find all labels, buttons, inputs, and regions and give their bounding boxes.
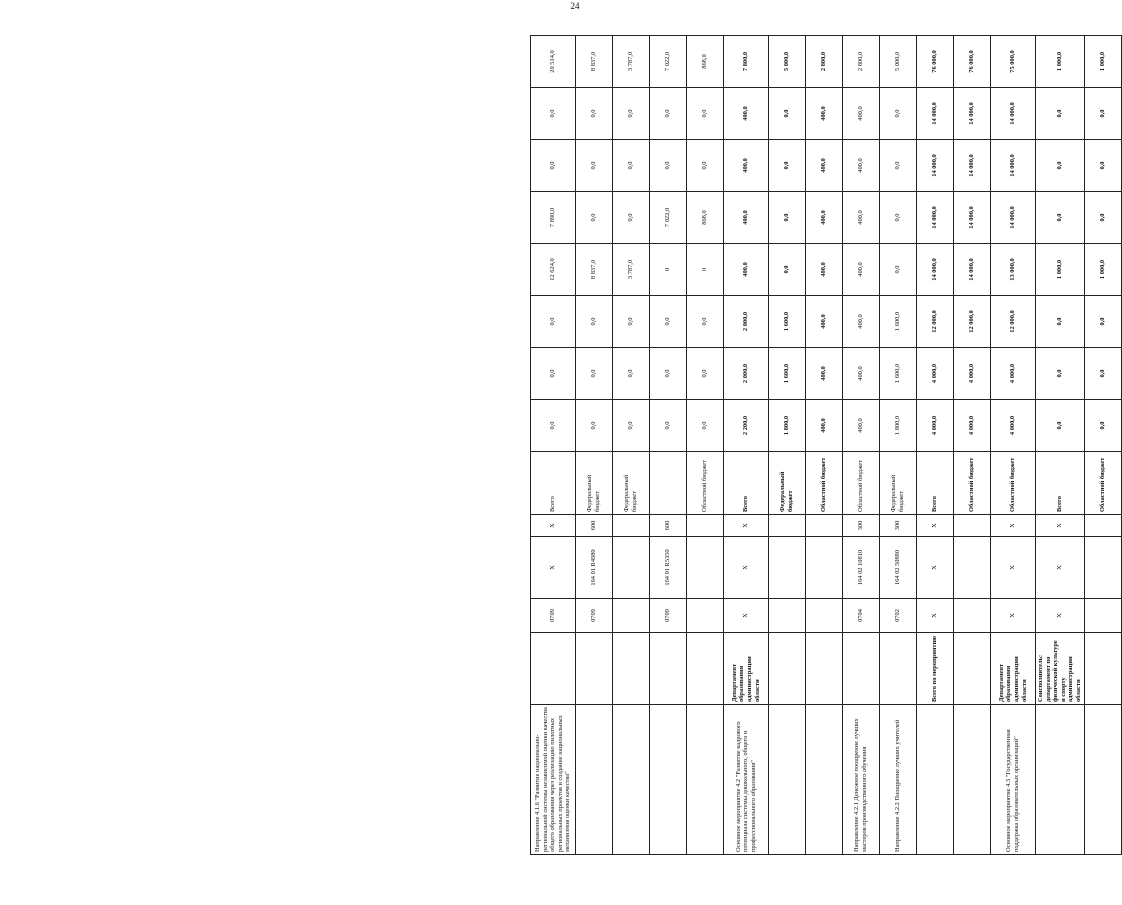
year-value-cell: 0,0: [650, 140, 687, 192]
year-value-cell: 0,0: [613, 400, 650, 452]
year-value-cell: 4 000,0: [917, 348, 954, 400]
year-value-cell: 1 000,0: [1084, 244, 1121, 296]
source-cell: [650, 452, 687, 515]
year-value-cell: 0,0: [1036, 348, 1085, 400]
responsible-cell: [880, 633, 917, 705]
table-row: [613, 36, 650, 855]
csr-cell: 164 02 10810: [843, 537, 880, 599]
year-value-cell: 0,0: [687, 140, 724, 192]
row-name-cell: Направление 4.2.1 Денежное поощрение лучших мастеров производственного обучения: [843, 705, 880, 855]
source-cell: Областной бюджет: [687, 452, 724, 515]
year-value-cell: 14 000,0: [954, 88, 991, 140]
responsible-cell: Департамент образования администрации области: [991, 633, 1036, 705]
vr-cell: 600: [650, 515, 687, 537]
responsible-cell: [843, 633, 880, 705]
vr-cell: [954, 515, 991, 537]
year-value-cell: 0,0: [687, 88, 724, 140]
year-value-cell: 0,0: [531, 348, 576, 400]
page-number: 24: [570, 1, 580, 11]
year-value-cell: 0,0: [531, 400, 576, 452]
table-row: [917, 36, 954, 855]
year-value-cell: 0,0: [880, 88, 917, 140]
row-name-cell: Направление 4.2.2 Поощрение лучших учителей: [880, 705, 917, 855]
year-value-cell: 12 624,0: [531, 244, 576, 296]
total-value-cell: 8 837,0: [576, 36, 613, 88]
row-name-cell: [769, 705, 806, 855]
year-value-cell: 0,0: [687, 348, 724, 400]
year-value-cell: 400,0: [806, 88, 843, 140]
csr-cell: [806, 537, 843, 599]
source-cell: Областной бюджет: [1084, 452, 1121, 515]
grbs-cell: 0709: [650, 599, 687, 633]
source-cell: Областной бюджет: [991, 452, 1036, 515]
row-name-cell: [917, 705, 954, 855]
grbs-cell: [806, 599, 843, 633]
year-value-cell: 0,0: [576, 192, 613, 244]
year-value-cell: 400,0: [724, 140, 769, 192]
year-value-cell: 14 000,0: [954, 244, 991, 296]
responsible-cell: [954, 633, 991, 705]
row-name-cell: [576, 705, 613, 855]
year-value-cell: 3 787,0: [613, 244, 650, 296]
year-value-cell: 1 600,0: [769, 348, 806, 400]
csr-cell: [769, 537, 806, 599]
responsible-cell: Соисполнитель: департамент по физической культуре и спорту администрации области: [1036, 633, 1085, 705]
vr-cell: 300: [880, 515, 917, 537]
csr-cell: [1084, 537, 1121, 599]
source-cell: Федеральный бюджет: [880, 452, 917, 515]
year-value-cell: 0,0: [576, 296, 613, 348]
year-value-cell: 400,0: [724, 244, 769, 296]
year-value-cell: 400,0: [724, 192, 769, 244]
year-value-cell: 14 000,0: [991, 88, 1036, 140]
total-value-cell: 76 000,0: [954, 36, 991, 88]
total-value-cell: 2 800,0: [806, 36, 843, 88]
year-value-cell: 400,0: [806, 348, 843, 400]
grbs-cell: 0704: [843, 599, 880, 633]
year-value-cell: 12 000,0: [954, 296, 991, 348]
table-row: [724, 36, 769, 855]
table-row: [650, 36, 687, 855]
year-value-cell: 13 000,0: [991, 244, 1036, 296]
row-name-cell: [687, 705, 724, 855]
row-name-cell: Направление 4.1.6 "Развитие национально-региональной системы независимой оценки качества общего образования через реализацию пилотных региональных проектов и создание национальных механизмов оценки качества": [531, 705, 576, 855]
year-value-cell: 12 000,0: [991, 296, 1036, 348]
year-value-cell: 1 600,0: [880, 348, 917, 400]
table-row: [576, 36, 613, 855]
total-value-cell: 3 787,0: [613, 36, 650, 88]
csr-cell: X: [531, 537, 576, 599]
table-row: [1084, 36, 1121, 855]
total-value-cell: 5 000,0: [769, 36, 806, 88]
grbs-cell: X: [991, 599, 1036, 633]
year-value-cell: 0,0: [650, 88, 687, 140]
year-value-cell: 14 000,0: [954, 140, 991, 192]
year-value-cell: 400,0: [843, 296, 880, 348]
csr-cell: 164 01 R4980: [576, 537, 613, 599]
year-value-cell: 1 800,0: [769, 400, 806, 452]
responsible-cell: [687, 633, 724, 705]
year-value-cell: 0,0: [531, 296, 576, 348]
source-cell: Областной бюджет: [806, 452, 843, 515]
vr-cell: X: [724, 515, 769, 537]
year-value-cell: 1 600,0: [769, 296, 806, 348]
year-value-cell: 0,0: [687, 296, 724, 348]
year-value-cell: 0,0: [613, 296, 650, 348]
source-cell: Федеральный бюджет: [613, 452, 650, 515]
vr-cell: [1084, 515, 1121, 537]
csr-cell: [613, 537, 650, 599]
year-value-cell: 0,0: [769, 140, 806, 192]
table-row: [806, 36, 843, 855]
year-value-cell: 0,0: [650, 400, 687, 452]
year-value-cell: 4 000,0: [991, 400, 1036, 452]
grbs-cell: [769, 599, 806, 633]
year-value-cell: 400,0: [843, 400, 880, 452]
csr-cell: 164 02 50880: [880, 537, 917, 599]
total-value-cell: 1 000,0: [1084, 36, 1121, 88]
table-row: [769, 36, 806, 855]
year-value-cell: 1 800,0: [880, 400, 917, 452]
year-value-cell: 14 000,0: [917, 192, 954, 244]
vr-cell: [613, 515, 650, 537]
source-cell: Федеральный бюджет: [769, 452, 806, 515]
table-row: [531, 36, 576, 855]
csr-cell: X: [724, 537, 769, 599]
total-value-cell: 2 800,0: [843, 36, 880, 88]
source-cell: Всего: [917, 452, 954, 515]
responsible-cell: [769, 633, 806, 705]
responsible-cell: [531, 633, 576, 705]
year-value-cell: 0,0: [650, 348, 687, 400]
source-cell: Областной бюджет: [843, 452, 880, 515]
vr-cell: X: [1036, 515, 1085, 537]
row-name-cell: [1036, 705, 1085, 855]
year-value-cell: 14 000,0: [991, 192, 1036, 244]
budget-table: [530, 35, 1122, 855]
year-value-cell: 4 000,0: [954, 348, 991, 400]
row-name-cell: [954, 705, 991, 855]
year-value-cell: 0: [650, 244, 687, 296]
row-name-cell: [650, 705, 687, 855]
year-value-cell: 0,0: [1036, 192, 1085, 244]
year-value-cell: 14 000,0: [954, 192, 991, 244]
year-value-cell: 0,0: [1084, 400, 1121, 452]
year-value-cell: 400,0: [806, 140, 843, 192]
year-value-cell: 0,0: [1084, 88, 1121, 140]
csr-cell: 164 01 R5350: [650, 537, 687, 599]
total-value-cell: 7 022,0: [650, 36, 687, 88]
year-value-cell: 400,0: [843, 348, 880, 400]
year-value-cell: 0,0: [576, 400, 613, 452]
grbs-cell: [1084, 599, 1121, 633]
table-row: [991, 36, 1036, 855]
total-value-cell: 1 000,0: [1036, 36, 1085, 88]
row-name-cell: Основное мероприятие 4.3 "Государственная поддержка образовательных организаций": [991, 705, 1036, 855]
year-value-cell: 4 000,0: [954, 400, 991, 452]
year-value-cell: 0,0: [769, 192, 806, 244]
table-row: [687, 36, 724, 855]
year-value-cell: 0,0: [613, 140, 650, 192]
year-value-cell: 400,0: [843, 244, 880, 296]
grbs-cell: 0709: [576, 599, 613, 633]
year-value-cell: 7 890,0: [531, 192, 576, 244]
year-value-cell: 12 000,0: [917, 296, 954, 348]
source-cell: Федеральный бюджет: [576, 452, 613, 515]
grbs-cell: [954, 599, 991, 633]
year-value-cell: 0,0: [576, 348, 613, 400]
year-value-cell: 14 000,0: [917, 140, 954, 192]
vr-cell: [806, 515, 843, 537]
grbs-cell: [687, 599, 724, 633]
total-value-cell: 7 800,0: [724, 36, 769, 88]
row-name-cell: [806, 705, 843, 855]
year-value-cell: 14 000,0: [991, 140, 1036, 192]
year-value-cell: 0: [687, 244, 724, 296]
table-row: [843, 36, 880, 855]
responsible-cell: [576, 633, 613, 705]
csr-cell: X: [1036, 537, 1085, 599]
year-value-cell: 1 000,0: [1036, 244, 1085, 296]
year-value-cell: 0,0: [880, 192, 917, 244]
year-value-cell: 0,0: [613, 88, 650, 140]
year-value-cell: 0,0: [880, 140, 917, 192]
responsible-cell: Всего по мероприятию: [917, 633, 954, 705]
year-value-cell: 0,0: [650, 296, 687, 348]
vr-cell: 600: [576, 515, 613, 537]
year-value-cell: 4 000,0: [917, 400, 954, 452]
total-value-cell: 20 514,0: [531, 36, 576, 88]
table-row: [1036, 36, 1085, 855]
source-cell: Областной бюджет: [954, 452, 991, 515]
year-value-cell: 2 200,0: [724, 400, 769, 452]
year-value-cell: 0,0: [576, 140, 613, 192]
year-value-cell: 4 000,0: [991, 348, 1036, 400]
year-value-cell: 0,0: [613, 192, 650, 244]
year-value-cell: 400,0: [806, 296, 843, 348]
year-value-cell: 0,0: [1036, 296, 1085, 348]
year-value-cell: 400,0: [806, 192, 843, 244]
year-value-cell: 0,0: [769, 88, 806, 140]
vr-cell: X: [917, 515, 954, 537]
responsible-cell: Департамент образования администрации области: [724, 633, 769, 705]
vr-cell: [687, 515, 724, 537]
csr-cell: X: [991, 537, 1036, 599]
total-value-cell: 76 000,0: [917, 36, 954, 88]
rotated-table-area: [530, 40, 1106, 855]
responsible-cell: [613, 633, 650, 705]
responsible-cell: [806, 633, 843, 705]
year-value-cell: 0,0: [1084, 296, 1121, 348]
year-value-cell: 0,0: [1084, 348, 1121, 400]
grbs-cell: [613, 599, 650, 633]
total-value-cell: 75 000,0: [991, 36, 1036, 88]
year-value-cell: 2 000,0: [724, 296, 769, 348]
year-value-cell: 400,0: [843, 88, 880, 140]
year-value-cell: 0,0: [576, 88, 613, 140]
year-value-cell: 0,0: [1084, 140, 1121, 192]
grbs-cell: X: [1036, 599, 1085, 633]
vr-cell: 300: [843, 515, 880, 537]
table-row: [880, 36, 917, 855]
year-value-cell: 400,0: [843, 140, 880, 192]
source-cell: Всего: [1036, 452, 1085, 515]
vr-cell: [769, 515, 806, 537]
csr-cell: X: [917, 537, 954, 599]
year-value-cell: 7 022,0: [650, 192, 687, 244]
source-cell: Всего: [531, 452, 576, 515]
grbs-cell: X: [724, 599, 769, 633]
row-name-cell: [1084, 705, 1121, 855]
year-value-cell: 0,0: [531, 88, 576, 140]
year-value-cell: 0,0: [1036, 140, 1085, 192]
responsible-cell: [1084, 633, 1121, 705]
csr-cell: [954, 537, 991, 599]
vr-cell: X: [991, 515, 1036, 537]
year-value-cell: 14 000,0: [917, 88, 954, 140]
year-value-cell: 8 837,0: [576, 244, 613, 296]
year-value-cell: 868,0: [687, 192, 724, 244]
year-value-cell: 400,0: [806, 400, 843, 452]
row-name-cell: Основное мероприятие 4.2 "Развитие кадрового потенциала системы дошкольного, общего и профессионального образования": [724, 705, 769, 855]
year-value-cell: 0,0: [880, 244, 917, 296]
table-row: [954, 36, 991, 855]
csr-cell: [687, 537, 724, 599]
year-value-cell: 0,0: [613, 348, 650, 400]
year-value-cell: 400,0: [843, 192, 880, 244]
grbs-cell: X: [917, 599, 954, 633]
year-value-cell: 0,0: [1036, 88, 1085, 140]
year-value-cell: 400,0: [806, 244, 843, 296]
year-value-cell: 0,0: [1084, 192, 1121, 244]
total-value-cell: 5 000,0: [880, 36, 917, 88]
year-value-cell: 14 000,0: [917, 244, 954, 296]
year-value-cell: 0,0: [769, 244, 806, 296]
grbs-cell: 0709: [531, 599, 576, 633]
vr-cell: X: [531, 515, 576, 537]
year-value-cell: 0,0: [687, 400, 724, 452]
year-value-cell: 400,0: [724, 88, 769, 140]
source-cell: Всего: [724, 452, 769, 515]
year-value-cell: 0,0: [531, 140, 576, 192]
year-value-cell: 0,0: [1036, 400, 1085, 452]
year-value-cell: 1 600,0: [880, 296, 917, 348]
responsible-cell: [650, 633, 687, 705]
year-value-cell: 2 000,0: [724, 348, 769, 400]
grbs-cell: 0702: [880, 599, 917, 633]
row-name-cell: [613, 705, 650, 855]
total-value-cell: 868,0: [687, 36, 724, 88]
